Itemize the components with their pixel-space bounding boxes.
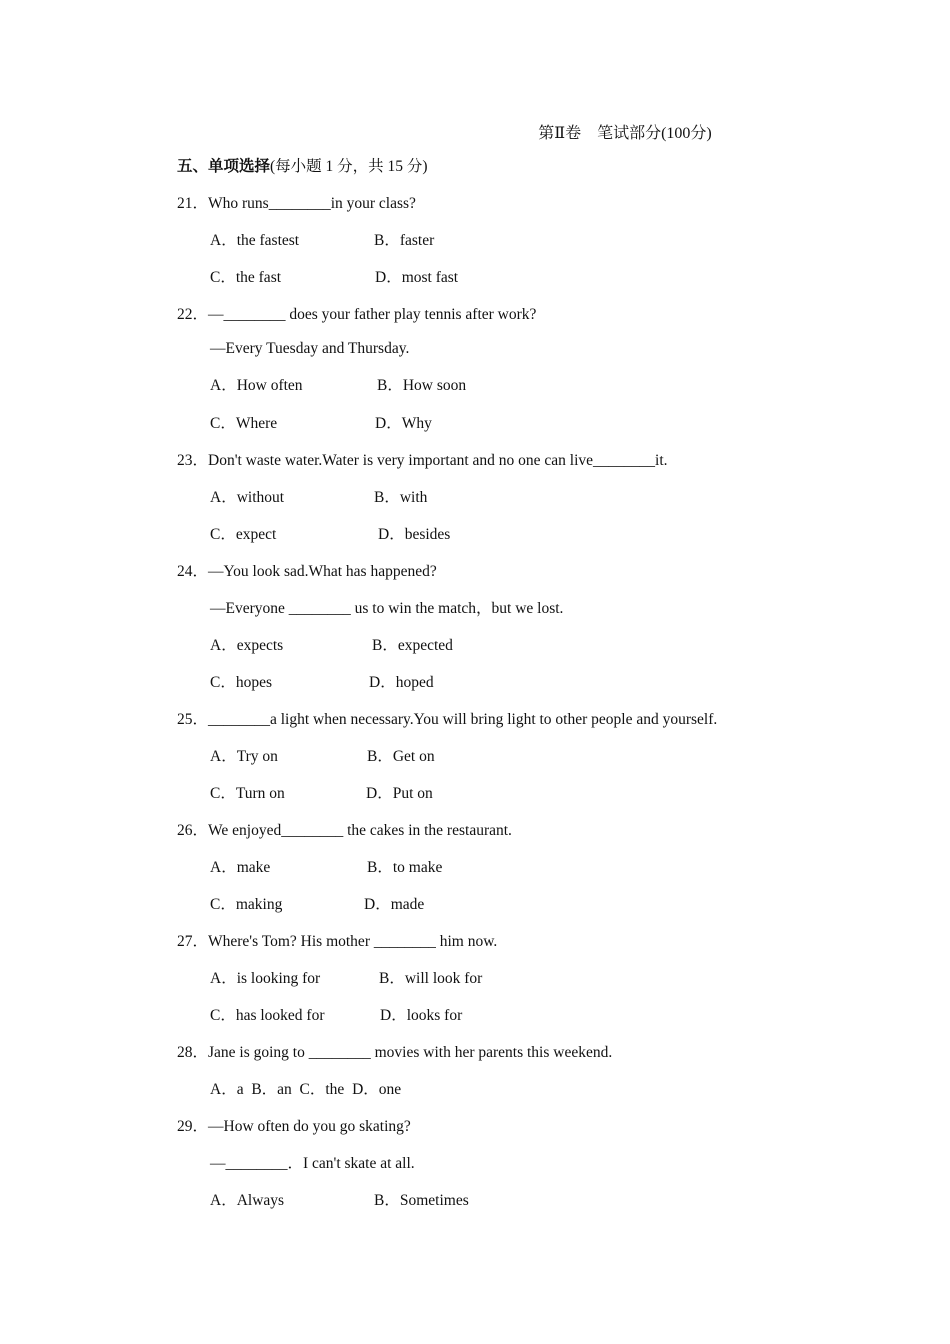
question-stem: 28．Jane is going to ________ movies with her parents this weekend. bbox=[177, 1044, 613, 1061]
section-heading-bold: 五、单项选择 bbox=[177, 158, 271, 175]
option-d: D．besides bbox=[378, 526, 451, 543]
option-a: A．How often bbox=[210, 377, 303, 394]
options-inline: A．a B．an C．the D．one bbox=[210, 1081, 402, 1098]
option-a: A．Try on bbox=[210, 748, 278, 765]
question-reply: —Every Tuesday and Thursday. bbox=[210, 340, 410, 357]
question-stem: 21．Who runs________in your class? bbox=[177, 195, 416, 212]
option-a: A．make bbox=[210, 859, 271, 876]
question-stem: 22．—________ does your father play tennis after work? bbox=[177, 306, 537, 323]
option-a: A．the fastest bbox=[210, 232, 300, 249]
option-b: B．will look for bbox=[379, 970, 483, 987]
question-stem: 29．—How often do you go skating? bbox=[177, 1118, 411, 1135]
option-b: B．expected bbox=[372, 637, 453, 654]
option-a: A．is looking for bbox=[210, 970, 321, 987]
question-stem: 25．________a light when necessary.You will bring light to other people and yourself. bbox=[177, 711, 718, 728]
option-a: A．expects bbox=[210, 637, 284, 654]
section-note: (每小题 1 分，共 15 分) bbox=[270, 158, 428, 175]
option-d: D．Put on bbox=[366, 785, 433, 802]
question-stem: 26．We enjoyed________ the cakes in the restaurant. bbox=[177, 822, 512, 839]
section-heading bbox=[177, 157, 428, 177]
option-d: D．hoped bbox=[369, 674, 434, 691]
option-b: B．faster bbox=[374, 232, 435, 249]
option-c: C．Where bbox=[210, 415, 278, 432]
option-d: D．most fast bbox=[375, 269, 459, 286]
question-stem: 27．Where's Tom? His mother ________ him now. bbox=[177, 933, 498, 950]
option-d: D．looks for bbox=[380, 1007, 463, 1024]
option-c: C．has looked for bbox=[210, 1007, 325, 1024]
option-b: B．with bbox=[374, 489, 428, 506]
option-b: B．Get on bbox=[367, 748, 435, 765]
option-a: A．Always bbox=[210, 1192, 285, 1209]
option-d: D．made bbox=[364, 896, 425, 913]
option-a: A．without bbox=[210, 489, 285, 506]
option-b: B．to make bbox=[367, 859, 443, 876]
paper-title-text: 第Ⅱ卷 笔试部分(100分) bbox=[538, 125, 712, 142]
question-reply: —________．I can't skate at all. bbox=[210, 1155, 415, 1172]
option-c: C．expect bbox=[210, 526, 277, 543]
option-c: C．hopes bbox=[210, 674, 273, 691]
question-reply: —Everyone ________ us to win the match，but we lost. bbox=[210, 600, 564, 617]
option-b: B．Sometimes bbox=[374, 1192, 469, 1209]
option-c: C．the fast bbox=[210, 269, 282, 286]
option-c: C．Turn on bbox=[210, 785, 285, 802]
option-d: D．Why bbox=[375, 415, 432, 432]
paper-title bbox=[0, 120, 950, 143]
option-c: C．making bbox=[210, 896, 283, 913]
option-b: B．How soon bbox=[377, 377, 467, 394]
question-stem: 24．—You look sad.What has happened? bbox=[177, 563, 437, 580]
question-stem: 23．Don't waste water.Water is very important and no one can live________it. bbox=[177, 452, 668, 469]
